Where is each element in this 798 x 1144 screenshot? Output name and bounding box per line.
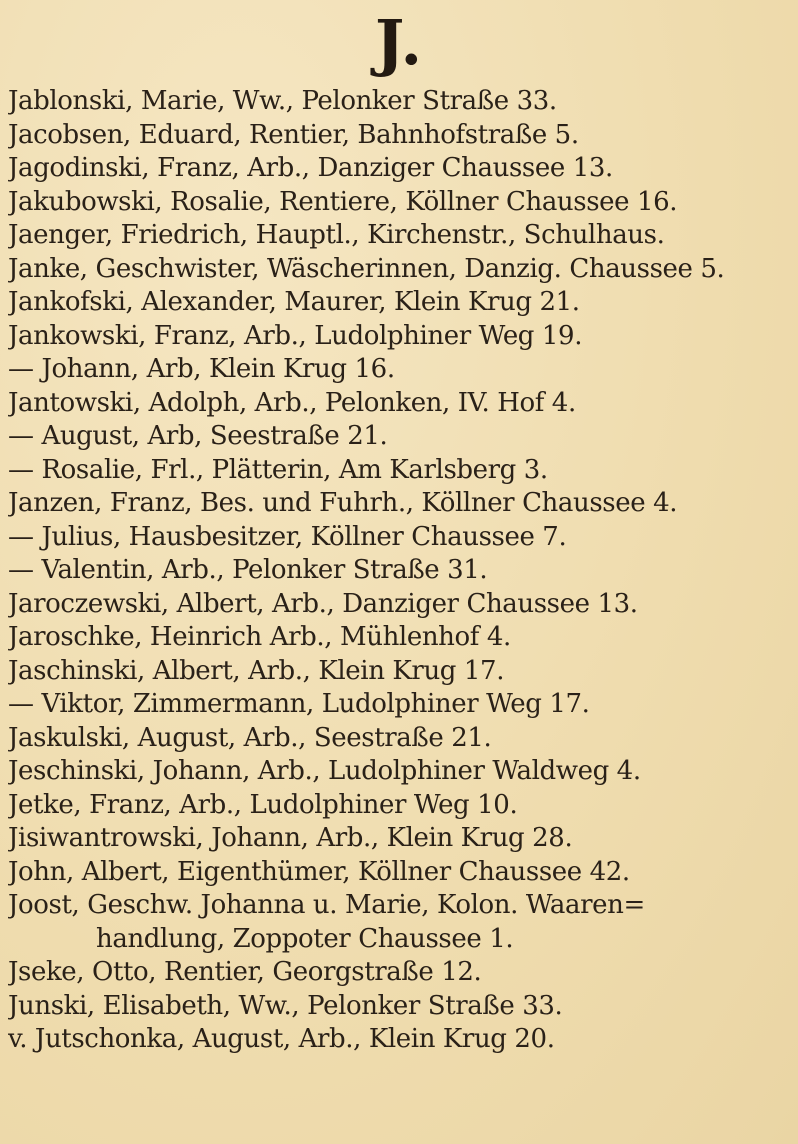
directory-entry: Janzen, Franz, Bes. und Fuhrh., Köllner Chaussee 4.	[8, 488, 678, 518]
directory-entry: — Viktor, Zimmermann, Ludolphiner Weg 17.	[8, 689, 590, 719]
section-heading: J.	[374, 6, 424, 79]
directory-entry: v. Jutschonka, August, Arb., Klein Krug 20.	[8, 1024, 555, 1054]
directory-entry: John, Albert, Eigenthümer, Köllner Chaussee 42.	[8, 856, 630, 887]
directory-entry: Jeschinski, Johann, Arb., Ludolphiner Waldweg 4.	[8, 756, 641, 786]
directory-entry: Jaskulski, August, Arb., Seestraße 21.	[8, 722, 492, 753]
directory-entry: Jetke, Franz, Arb., Ludolphiner Weg 10.	[8, 789, 518, 820]
directory-entry: Joost, Geschw. Johanna u. Marie, Kolon. Waaren=	[8, 890, 645, 920]
directory-entry: Jseke, Otto, Rentier, Georgstraße 12.	[8, 957, 482, 987]
entry-list	[8, 85, 794, 1057]
directory-entry: — August, Arb, Seestraße 21.	[8, 421, 388, 451]
directory-entry: Jantowski, Adolph, Arb., Pelonken, IV. Hof 4.	[8, 387, 576, 418]
directory-entry: Jakubowski, Rosalie, Rentiere, Köllner Chaussee 16.	[8, 186, 678, 217]
directory-entry-continuation: handlung, Zoppoter Chaussee 1.	[96, 923, 514, 954]
directory-entry: — Johann, Arb, Klein Krug 16.	[8, 354, 395, 384]
directory-entry: Junski, Elisabeth, Ww., Pelonker Straße 33.	[8, 990, 563, 1021]
directory-entry: Jaroczewski, Albert, Arb., Danziger Chaussee 13.	[8, 588, 638, 619]
directory-entry: — Valentin, Arb., Pelonker Straße 31.	[8, 555, 488, 585]
directory-entry: Jaroschke, Heinrich Arb., Mühlenhof 4.	[8, 622, 511, 652]
directory-entry: Jacobsen, Eduard, Rentier, Bahnhofstraße 5.	[8, 119, 579, 150]
directory-entry: Janke, Geschwister, Wäscherinnen, Danzig. Chaussee 5.	[8, 253, 725, 284]
directory-entry: Jankofski, Alexander, Maurer, Klein Krug 21.	[8, 287, 580, 317]
directory-entry: Jankowski, Franz, Arb., Ludolphiner Weg 19.	[8, 320, 583, 351]
directory-entry: — Rosalie, Frl., Plätterin, Am Karlsberg 3.	[8, 454, 548, 485]
directory-entry: Jisiwantrowski, Johann, Arb., Klein Krug 28.	[8, 823, 573, 853]
directory-entry: Jagodinski, Franz, Arb., Danziger Chaussee 13.	[8, 153, 613, 183]
directory-entry: — Julius, Hausbesitzer, Köllner Chaussee 7.	[8, 521, 567, 552]
directory-entry: Jaenger, Friedrich, Hauptl., Kirchenstr., Schulhaus.	[8, 220, 665, 250]
directory-entry: Jablonski, Marie, Ww., Pelonker Straße 33.	[8, 86, 557, 116]
directory-entry: Jaschinski, Albert, Arb., Klein Krug 17.	[8, 655, 505, 686]
